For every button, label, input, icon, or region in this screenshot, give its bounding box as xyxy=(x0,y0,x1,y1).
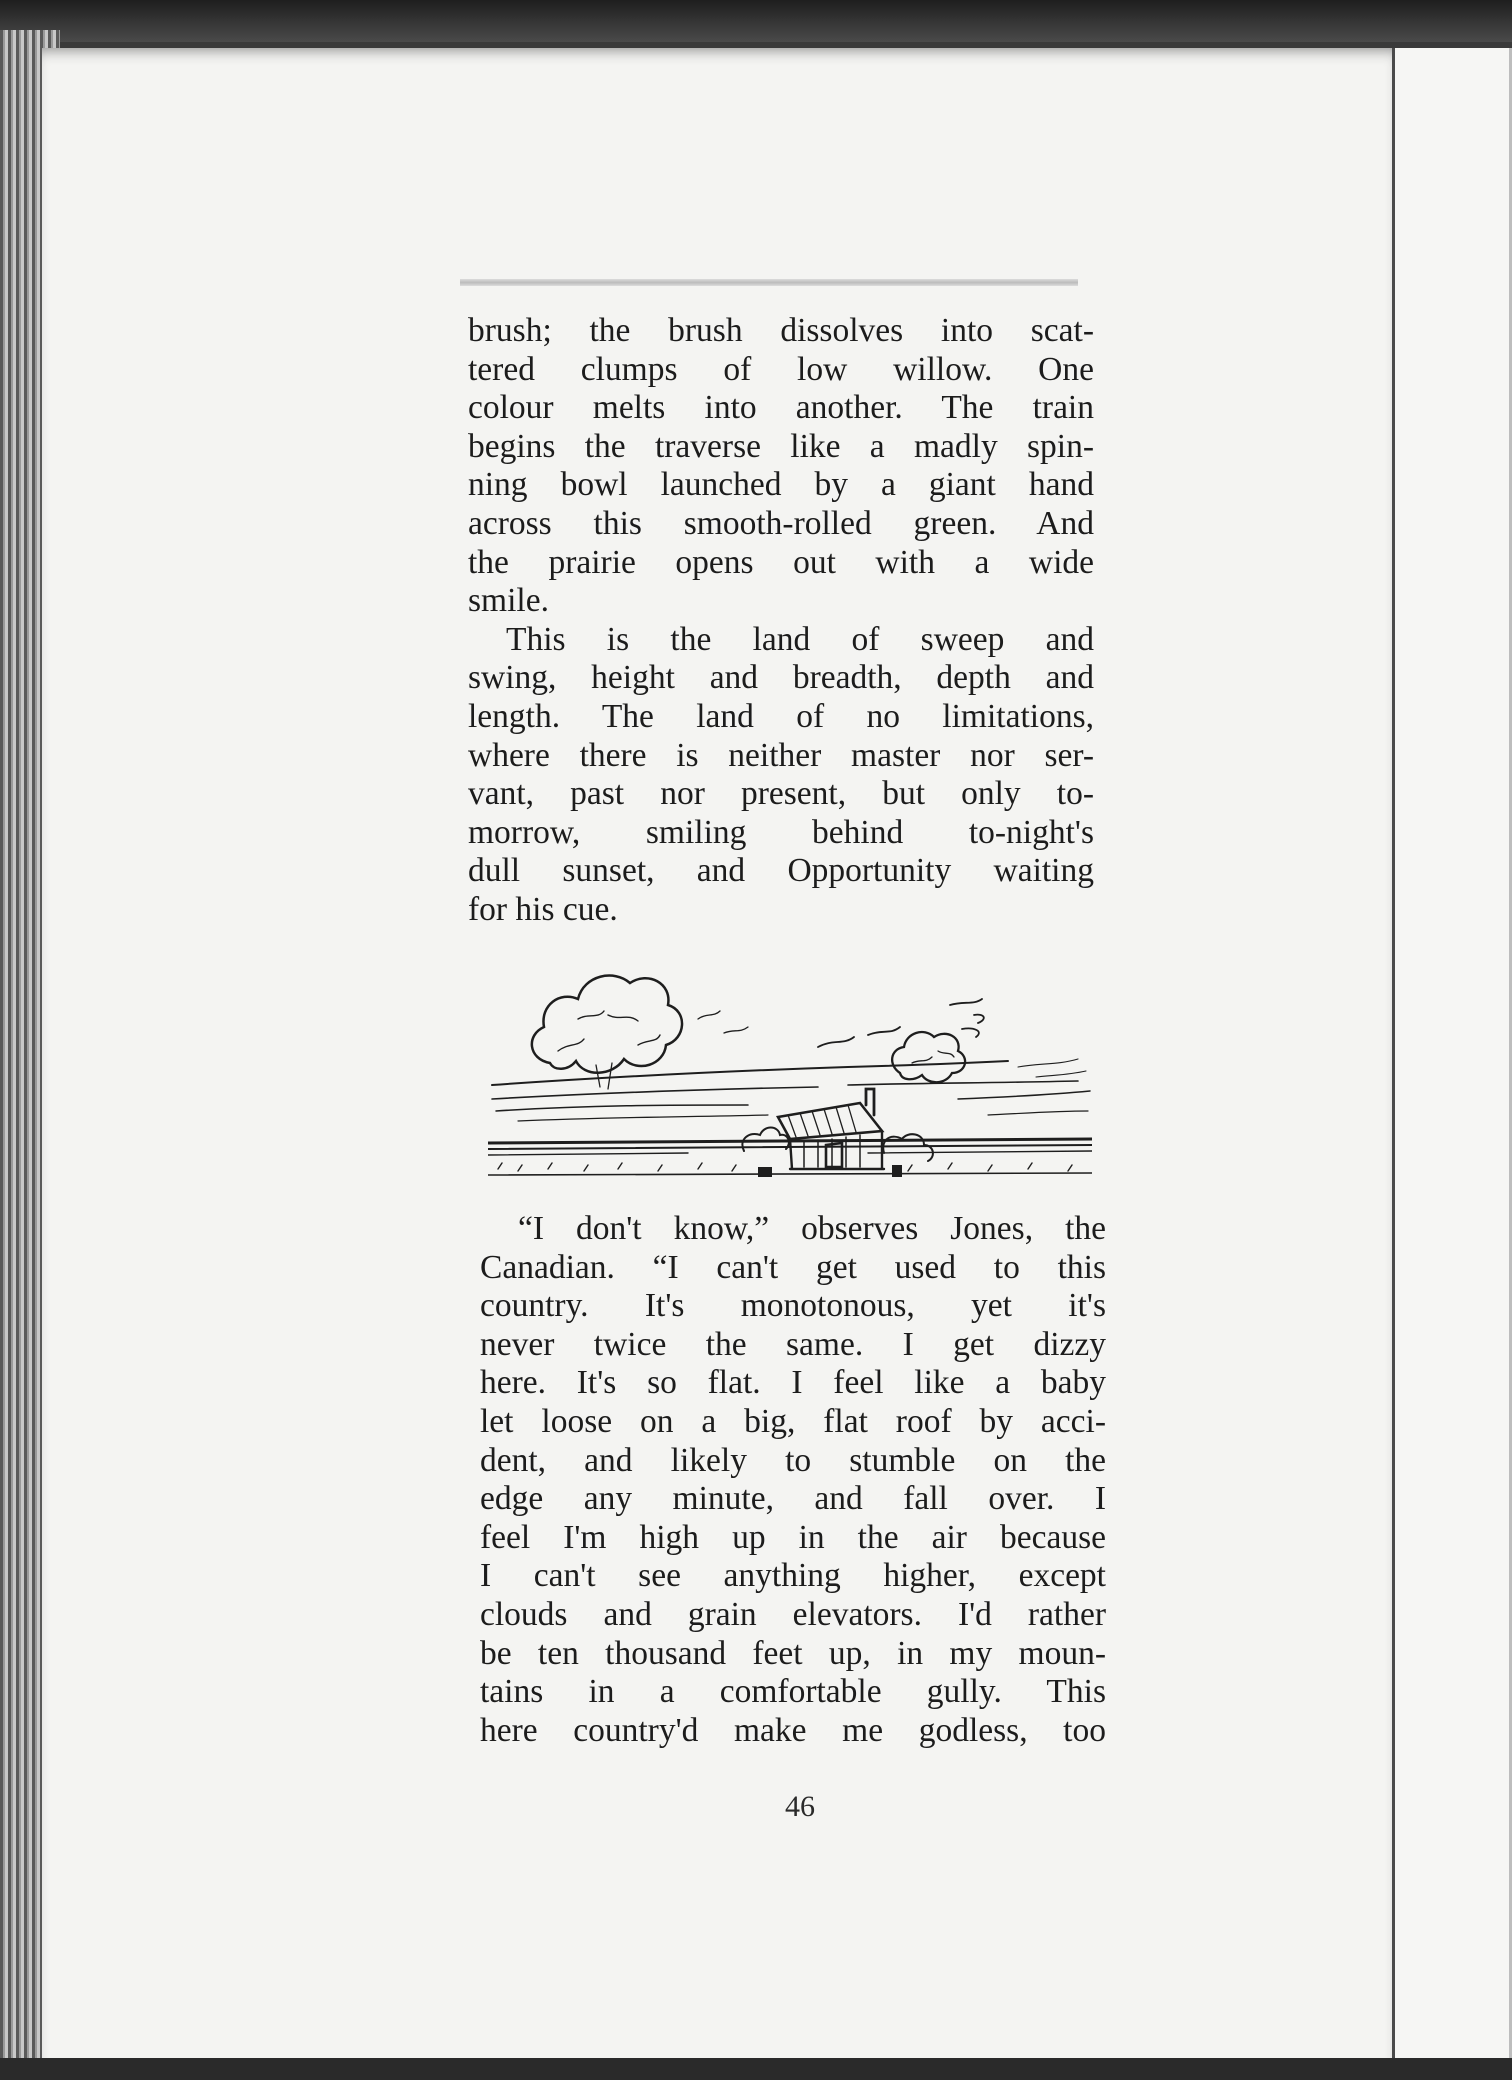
scan-bottom-border xyxy=(0,2058,1512,2080)
text-line: I can't see anything higher, except xyxy=(480,1557,1106,1595)
text-line: never twice the same. I get dizzy xyxy=(480,1325,1106,1363)
text-line: here. It's so flat. I feel like a baby xyxy=(480,1364,1106,1402)
paragraph-3 xyxy=(480,1210,1106,1750)
next-page-edge xyxy=(1392,48,1512,2080)
text-line: swing, height and breadth, depth and xyxy=(468,659,1094,697)
text-line: feel I'm high up in the air because xyxy=(480,1518,1106,1556)
text-line: tered clumps of low willow. One xyxy=(468,350,1094,388)
text-line: Canadian. “I can't get used to this xyxy=(480,1248,1106,1286)
text-line: country. It's monotonous, yet it's xyxy=(480,1287,1106,1325)
text-line: where there is neither master nor ser- xyxy=(468,736,1094,774)
prairie-cabin-sketch-icon xyxy=(488,955,1092,1187)
scan-top-border xyxy=(0,0,1512,42)
text-line: tains in a comfortable gully. This xyxy=(480,1673,1106,1711)
text-line: clouds and grain elevators. I'd rather xyxy=(480,1595,1106,1633)
text-line: across this smooth-rolled green. And xyxy=(468,504,1094,542)
text-line: length. The land of no limitations, xyxy=(468,697,1094,735)
text-line: smile. xyxy=(468,582,549,620)
text-line: morrow, smiling behind to-night's xyxy=(468,813,1094,851)
text-line: be ten thousand feet up, in my moun- xyxy=(480,1634,1106,1672)
text-line: dent, and likely to stumble on the xyxy=(480,1441,1106,1479)
text-line: colour melts into another. The train xyxy=(468,389,1094,427)
text-line: This is the land of sweep and xyxy=(506,620,1094,658)
text-line: brush; the brush dissolves into scat- xyxy=(468,312,1094,349)
paragraph-1 xyxy=(468,312,1094,930)
header-rule xyxy=(460,279,1078,286)
text-line: the prairie opens out with a wide xyxy=(468,543,1094,581)
text-line: ning bowl launched by a giant hand xyxy=(468,466,1094,504)
text-line: “I don't know,” observes Jones, the xyxy=(518,1210,1106,1247)
text-line: dull sunset, and Opportunity waiting xyxy=(468,852,1094,890)
text-line: let loose on a big, flat roof by acci- xyxy=(480,1402,1106,1440)
text-line: vant, past nor present, but only to- xyxy=(468,775,1094,813)
text-line: begins the traverse like a madly spin- xyxy=(468,427,1094,465)
text-line: edge any minute, and fall over. I xyxy=(480,1480,1106,1518)
text-line: here country'd make me godless, too xyxy=(480,1711,1106,1749)
page-number: 46 xyxy=(785,1790,815,1823)
text-line: for his cue. xyxy=(468,890,618,928)
